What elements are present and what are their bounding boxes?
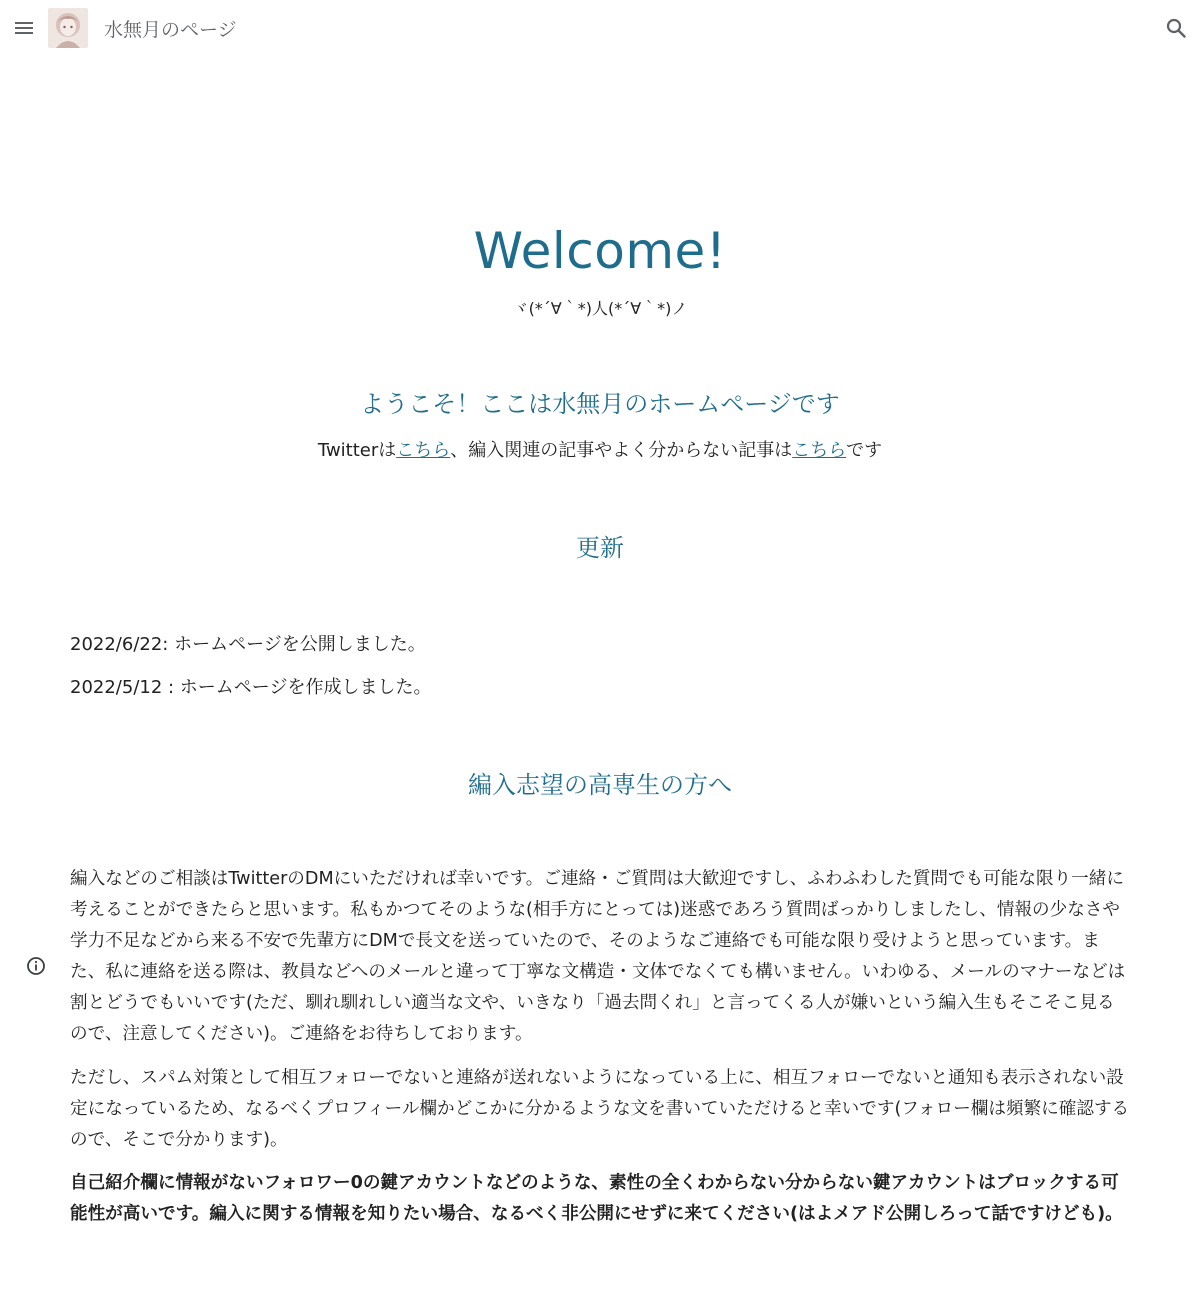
- transfer-paragraph-warning: 自己紹介欄に情報がないフォロワー0の鍵アカウントなどのような、素性の全くわからない分からない鍵アカウントはブロックする可能性が高いです。編入に関する情報を知りたい場合、なるべく非公開にせずに来てください(はよメアド公開しろって話ですけども)。: [70, 1173, 1123, 1224]
- transfer-heading: 編入志望の高専生の方へ: [468, 771, 732, 799]
- menu-icon[interactable]: [12, 16, 36, 40]
- twitter-link[interactable]: こちら: [396, 440, 451, 461]
- intro-text-before: Twitterは: [317, 440, 397, 461]
- update-item: 2022/5/12 : ホームページを作成しました。: [70, 677, 432, 698]
- transfer-paragraph-spam: ただし、スパム対策として相互フォローでないと連絡が送れないようになっている上に、相互フォローでないと通知も表示されない設定になっているため、なるべくプロフィール欄かどこかに分かるような文を書いていただけると幸いです(フォロー欄は頻繁に確認するので、そこで分かります)。: [70, 1068, 1130, 1150]
- info-icon[interactable]: [26, 956, 46, 976]
- welcome-title: Welcome!: [473, 222, 727, 280]
- kaomoji-text: ヾ(*´∀｀*)人(*´∀｀*)ノ: [512, 299, 688, 318]
- intro-heading: ようこそ！ここは水無月のホームページです: [360, 390, 840, 418]
- articles-link[interactable]: こちら: [792, 440, 847, 461]
- avatar[interactable]: [48, 8, 88, 48]
- intro-text-after: です: [846, 440, 883, 461]
- search-icon[interactable]: [1164, 16, 1188, 40]
- update-item: 2022/6/22: ホームページを公開しました。: [70, 634, 426, 655]
- intro-line: [0, 436, 1200, 462]
- updates-heading: 更新: [576, 534, 624, 562]
- site-title[interactable]: 水無月のページ: [104, 19, 237, 41]
- intro-text-middle: 、編入関連の記事やよく分からない記事は: [450, 440, 793, 461]
- top-bar: [0, 0, 1200, 56]
- transfer-paragraph-contact: 編入などのご相談はTwitterのDMにいただければ幸いです。ご連絡・ご質問は大歓迎ですし、ふわふわした質問でも可能な限り一緒に考えることができたらと思います。私もかつてそのような(相手方にとっては)迷惑であろう質問ばっかりしましたし、情報の少なさや学力不足などから来る不安で先輩方にDMで長文を送っていたので、そのようなご連絡でも可能な限り受けようと思っています。また、私に連絡を送る際は、教員などへのメールと違って丁寧な文構造・文体でなくても構いません。いわゆる、メールのマナーなどは割とどうでもいいです(ただ、馴れ馴れしい適当な文や、いきなり「過去問くれ」と言ってくる人が嫌いという編入生もそこそこ見るので、注意してください)。ご連絡をお待ちしております。: [70, 869, 1126, 1044]
